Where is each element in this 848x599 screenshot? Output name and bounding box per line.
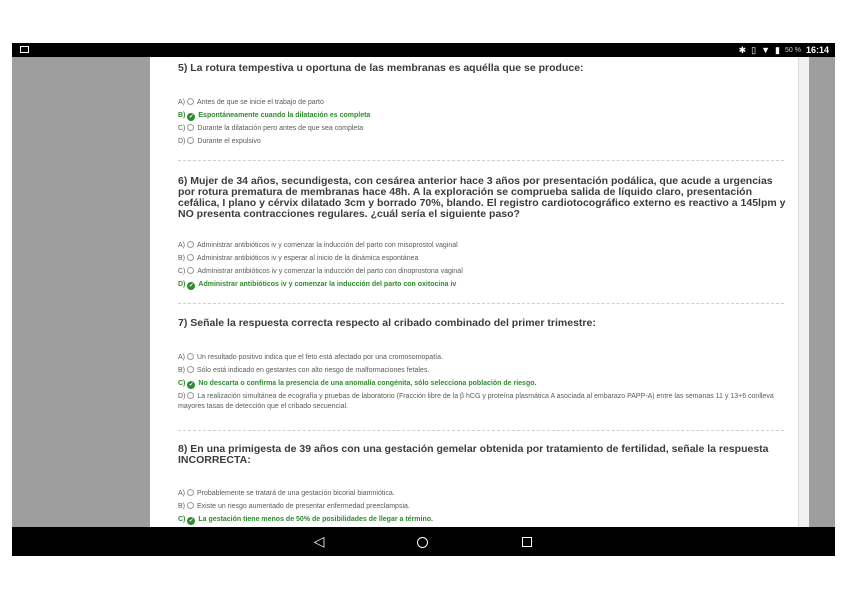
radio-empty-icon: [187, 353, 194, 360]
back-button[interactable]: [308, 531, 330, 551]
check-circle-icon: ✓: [188, 114, 194, 120]
question-5-option-b[interactable]: B) ✓ Espontáneamente cuando la dilatación es completa: [178, 112, 371, 120]
radio-empty-icon: [187, 502, 194, 509]
divider: [178, 303, 784, 304]
question-6-option-c[interactable]: C) Administrar antibióticos iv y comenzar la inducción del parto con dinoprostona vaginal: [178, 268, 463, 275]
navigation-bar: [12, 527, 835, 556]
question-6-title: 6) Mujer de 34 años, secundigesta, con cesárea anterior hace 3 años por presentación podálica, que acude a urgencias por rotura prematura de membranas hace 48h. A la exploración se comprueba salida de líquido claro, presentación cefálica, I plano y cérvix dilatado 3cm y borrado 70%, blando. El registro cardiotocográfico externo es reactivo a 145lpm y NO presenta contracciones regulares. ¿cuál sería el siguiente paso?: [178, 175, 786, 220]
battery-percent: 50 %: [785, 46, 801, 54]
battery-icon: ▮: [775, 44, 780, 55]
home-button[interactable]: [411, 531, 433, 551]
question-5-title: 5) La rotura tempestiva u oportuna de las membranas es aquélla que se produce:: [178, 62, 584, 74]
recents-square-icon: [522, 537, 532, 547]
radio-empty-icon: [187, 137, 194, 144]
question-7-option-d[interactable]: D) La realización simultánea de ecografía y pruebas de laboratorio (Fracción libre de la β hCG y proteína plasmática A asociada al embarazo PAPP-A) entre las semanas 11 y 13+6 conlleva mayores tasas de detección que el cribado secuencial.: [178, 393, 774, 410]
question-5-option-d[interactable]: D) Durante el expulsivo: [178, 138, 261, 145]
status-icons: [739, 44, 829, 56]
check-circle-icon: ✓: [188, 518, 194, 524]
question-6-option-d[interactable]: D) ✓ Administrar antibióticos iv y comenzar la inducción del parto con oxitocina iv: [178, 281, 457, 289]
vibrate-icon: ▯: [751, 44, 757, 55]
bluetooth-icon: ✱: [738, 44, 747, 55]
question-6-option-a[interactable]: A) Administrar antibióticos iv y comenzar la inducción del parto con misoprostol vaginal: [178, 242, 458, 249]
left-gutter: [12, 57, 150, 527]
back-triangle-icon: ◁: [313, 533, 325, 549]
radio-empty-icon: [187, 489, 194, 496]
right-gutter: [809, 57, 835, 527]
radio-empty-icon: [187, 241, 194, 248]
quiz-content: [150, 57, 798, 527]
question-7-title: 7) Señale la respuesta correcta respecto al cribado combinado del primer trimestre:: [178, 317, 596, 329]
radio-empty-icon: [187, 366, 194, 373]
radio-empty-icon: [187, 124, 194, 131]
clock: 16:14: [805, 45, 829, 55]
status-bar: [12, 43, 835, 57]
divider: [178, 430, 784, 431]
recents-button[interactable]: [516, 531, 538, 551]
question-5-option-c[interactable]: C) Durante la dilatación pero antes de que sea completa: [178, 125, 364, 132]
question-7-option-c[interactable]: C) ✓ No descarta o confirma la presencia de una anomalía congénita, sólo selecciona población de riesgo.: [178, 380, 537, 388]
question-5-option-a[interactable]: A) Antes de que se inicie el trabajo de parto: [178, 99, 324, 106]
question-7-option-b[interactable]: B) Sólo está indicado en gestantes con alto riesgo de malformaciones fetales.: [178, 367, 430, 374]
question-8-option-b[interactable]: B) Existe un riesgo aumentado de presentar enfermedad preeclampsia.: [178, 503, 410, 510]
radio-empty-icon: [187, 254, 194, 261]
image-notification-icon: [20, 46, 29, 53]
radio-empty-icon: [187, 98, 194, 105]
question-8-option-c[interactable]: C) ✓ La gestación tiene menos de 50% de posibilidades de llegar a término.: [178, 516, 433, 524]
radio-empty-icon: [187, 267, 194, 274]
question-8-option-a[interactable]: A) Probablemente se tratará de una gestación bicorial biamniótica.: [178, 490, 395, 497]
scrollbar[interactable]: [798, 57, 809, 527]
question-7-option-a[interactable]: A) Un resultado positivo indica que el feto está afectado por una cromosomopatía.: [178, 354, 443, 361]
divider: [178, 160, 784, 161]
question-6-option-b[interactable]: B) Administrar antibióticos iv y esperar al inicio de la dinámica espontánea: [178, 255, 419, 262]
check-circle-icon: ✓: [188, 382, 194, 388]
radio-empty-icon: [187, 392, 194, 399]
home-circle-icon: [417, 537, 428, 548]
wifi-icon: ▼: [761, 45, 771, 55]
check-circle-icon: ✓: [188, 283, 194, 289]
tablet-screen: [12, 43, 835, 556]
question-8-title: 8) En una primigesta de 39 años con una gestación gemelar obtenida por tratamiento de fertilidad, señale la respuesta INCORRECTA:: [178, 443, 769, 466]
